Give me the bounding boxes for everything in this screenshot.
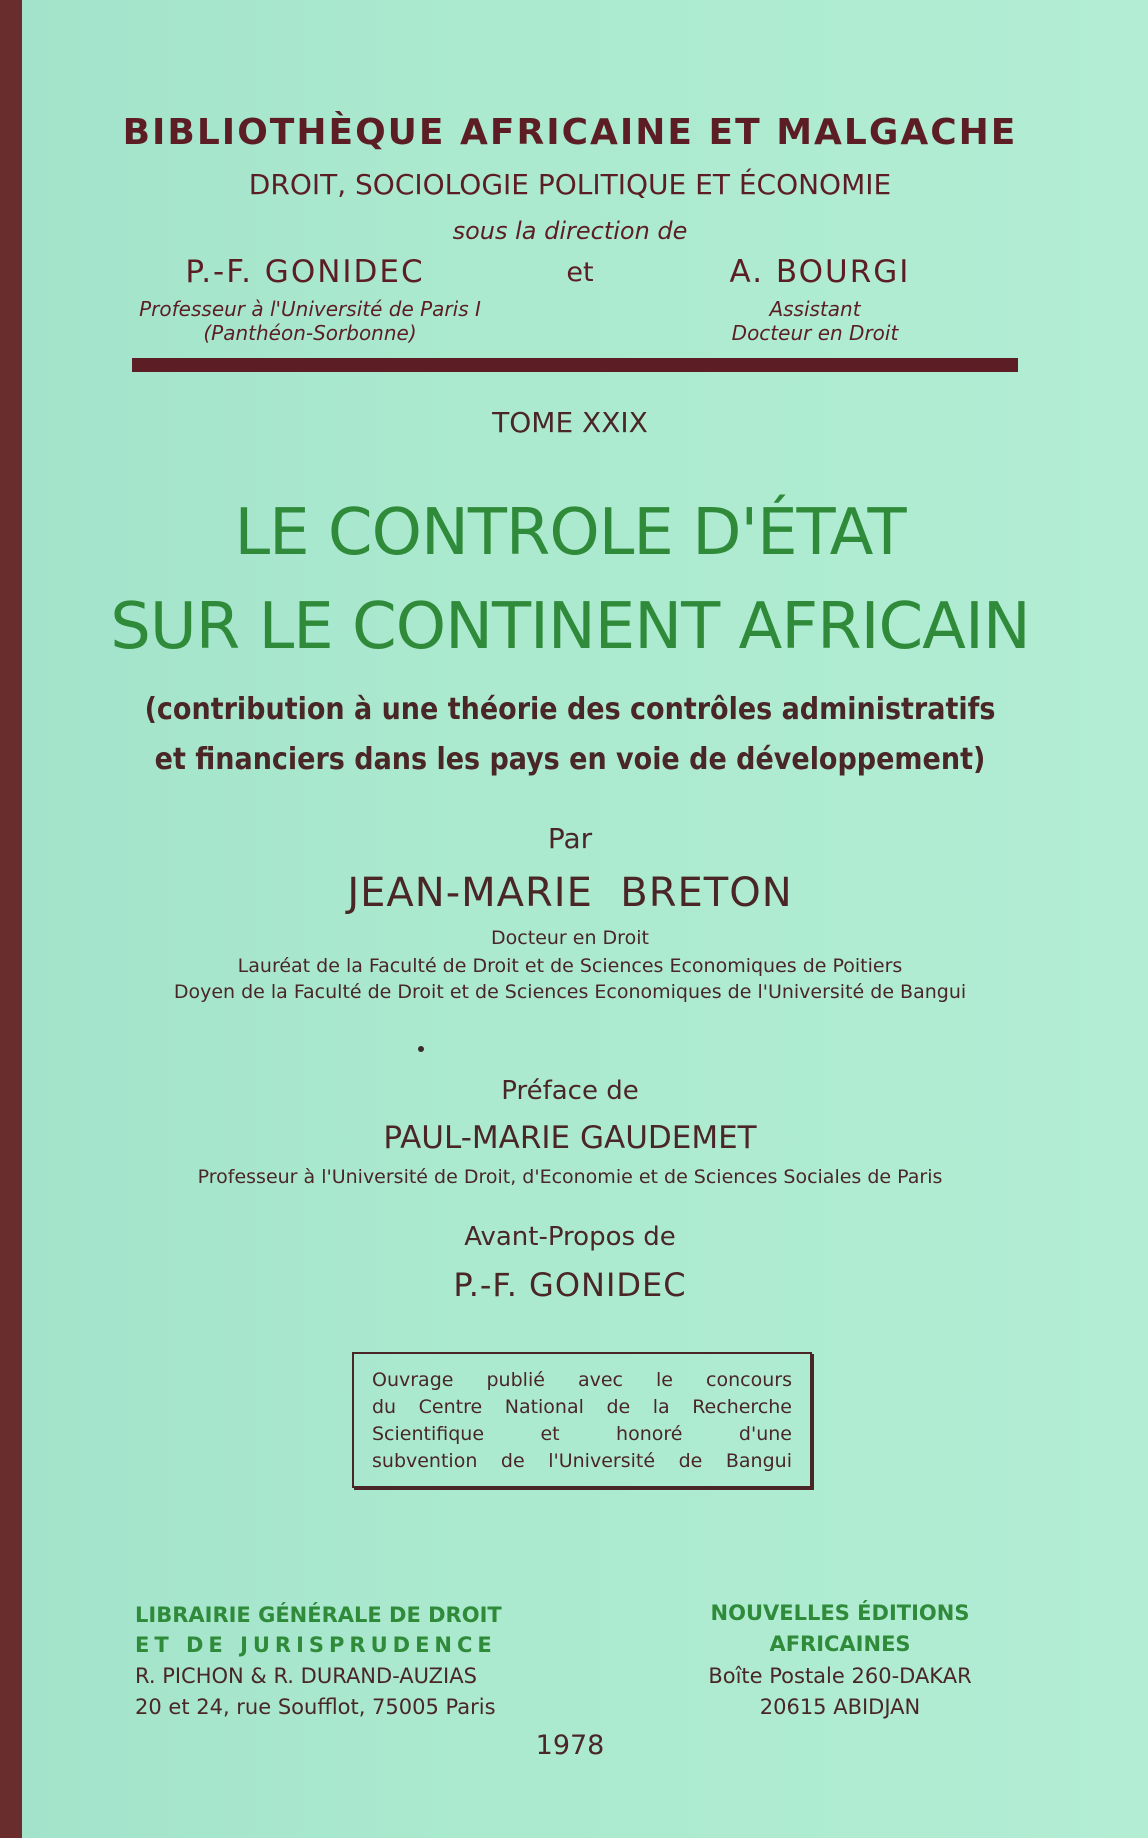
tome-number: TOME XXIX <box>492 406 648 439</box>
directors-conjunction: et <box>566 257 594 288</box>
author-name: JEAN-MARIE BRETON <box>347 870 793 916</box>
foreword-author: P.-F. GONIDEC <box>453 1266 687 1304</box>
preface-author: PAUL-MARIE GAUDEMET <box>383 1120 757 1156</box>
publisher-right-name: NOUVELLES ÉDITIONS <box>710 1601 970 1625</box>
by-label: Par <box>547 822 593 855</box>
preface-label: Préface de <box>501 1076 639 1106</box>
director2-name: A. BOURGI <box>729 254 911 290</box>
divider-rule <box>132 358 1018 372</box>
notice-line: du Centre National de la Recherche <box>372 1396 792 1418</box>
preface-author-title: Professeur à l'Université de Droit, d'Economie et de Sciences Sociales de Paris <box>197 1166 943 1188</box>
author-credential: Docteur en Droit <box>491 927 649 949</box>
director1-affiliation: (Panthéon-Sorbonne) <box>203 321 417 345</box>
notice-line: Ouvrage publié avec le concours <box>372 1369 792 1391</box>
book-subtitle-line1: (contribution à une théorie des contrôles administratifs <box>144 692 996 727</box>
publication-year: 1978 <box>535 1730 605 1761</box>
foreword-label: Avant-Propos de <box>464 1222 676 1252</box>
book-spine-edge <box>0 0 22 1838</box>
book-subtitle-line2: et financiers dans les pays en voie de développement) <box>154 742 986 777</box>
director1-title: Professeur à l'Université de Paris I <box>139 297 481 321</box>
publisher-left-name: ET DE JURISPRUDENCE <box>135 1633 497 1657</box>
director2-title: Assistant <box>769 297 861 321</box>
book-title-line1: LE CONTROLE D'ÉTAT <box>234 496 906 570</box>
publisher-right-address: Boîte Postale 260-DAKAR <box>708 1664 972 1688</box>
author-credential: Lauréat de la Faculté de Droit et de Sciences Economiques de Poitiers <box>237 955 903 977</box>
print-dot <box>418 1046 424 1052</box>
publisher-right-name: AFRICAINES <box>769 1632 911 1656</box>
series-title: BIBLIOTHÈQUE AFRICAINE ET MALGACHE <box>122 112 1018 153</box>
publisher-left-address: 20 et 24, rue Soufflot, 75005 Paris <box>135 1695 496 1719</box>
author-credential: Doyen de la Faculté de Droit et de Sciences Economiques de l'Université de Bangui <box>173 981 967 1003</box>
series-subtitle: DROIT, SOCIOLOGIE POLITIQUE ET ÉCONOMIE <box>248 168 892 201</box>
book-title-line2: SUR LE CONTINENT AFRICAIN <box>110 590 1030 664</box>
director2-degree: Docteur en Droit <box>731 321 899 345</box>
publisher-left-name: LIBRAIRIE GÉNÉRALE DE DROIT <box>135 1603 502 1627</box>
director1-name: P.-F. GONIDEC <box>185 254 425 290</box>
publisher-right-address: 20615 ABIDJAN <box>759 1695 921 1719</box>
publisher-left-owners: R. PICHON & R. DURAND-AUZIAS <box>135 1664 477 1688</box>
series-direction-label: sous la direction de <box>452 217 688 245</box>
notice-line: subvention de l'Université de Bangui <box>372 1450 792 1472</box>
notice-line: Scientifique et honoré d'une <box>372 1423 792 1445</box>
